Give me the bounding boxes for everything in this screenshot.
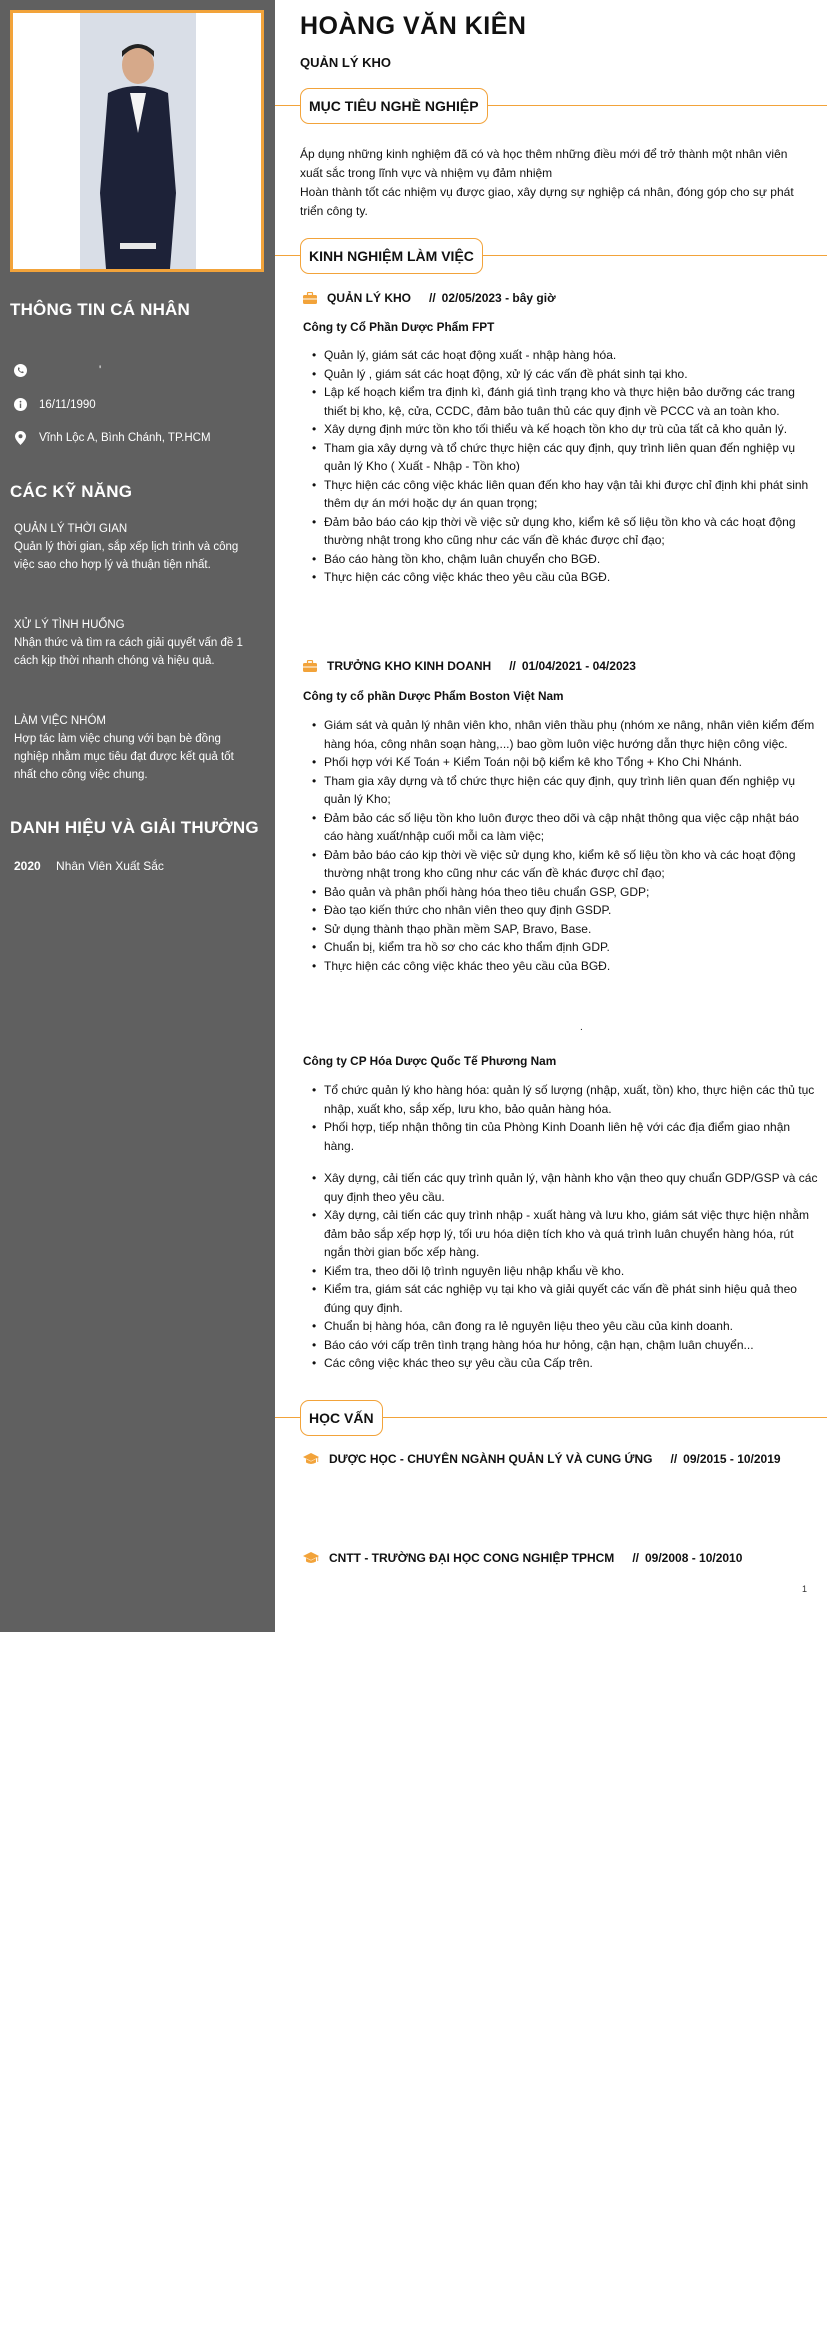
- duty-item: • Kiểm tra, giám sát các nghiệp vụ tại kho và giải quyết các vấn đề phát sinh hiệu quả theo đúng quy định.: [312, 1280, 820, 1317]
- skill-description: Nhận thức và tìm ra cách giải quyết vấn đề 1 cách kịp thời nhanh chóng và hiệu quả.: [14, 637, 243, 667]
- phone-icon: [14, 364, 27, 377]
- phone-row: [14, 364, 101, 377]
- education-period: 09/2008 - 10/2010: [644, 1551, 743, 1565]
- duty-item: • Xây dựng định mức tồn kho tối thiểu và kế hoạch tồn kho dự trù của tất cả kho quản lý.: [312, 420, 820, 439]
- skill-title: XỬ LÝ TÌNH HUỐNG: [14, 619, 125, 631]
- address-row: [14, 431, 211, 444]
- duty-item: • Tổ chức quản lý kho hàng hóa: quản lý số lượng (nhập, xuất, tồn) kho, thực hiện các thủ tục nhập, xuất kho, sắp xếp, lưu kho, bảo quản hàng hóa.: [312, 1081, 820, 1118]
- duty-list: [312, 346, 820, 587]
- sidebar: [0, 0, 275, 1632]
- job-header: [303, 659, 636, 673]
- candidate-role: QUẢN LÝ KHO: [300, 55, 391, 70]
- skill-title: QUẢN LÝ THỜI GIAN: [14, 523, 128, 535]
- job-position: QUẢN LÝ KHO: [327, 291, 411, 305]
- duty-item: • Chuẩn bị, kiểm tra hồ sơ cho các kho thẩm định GDP.: [312, 938, 820, 957]
- job-position: TRƯỞNG KHO KINH DOANH: [327, 659, 492, 673]
- duty-item: • Quản lý, giám sát các hoạt động xuất - nhập hàng hóa.: [312, 346, 820, 365]
- duty-item: • Đảm bảo các số liệu tồn kho luôn được theo dõi và cập nhật thông qua việc cập nhật báo cáo hàng xuất/nhập cuối mỗi ca làm việc;: [312, 809, 820, 846]
- marker-dot: .: [580, 1022, 583, 1033]
- award-item: [14, 859, 164, 873]
- personal-info-heading: THÔNG TIN CÁ NHÂN: [10, 300, 190, 319]
- graduation-cap-icon: [303, 1552, 319, 1564]
- candidate-name: HOÀNG VĂN KIÊN: [300, 12, 527, 40]
- location-pin-icon: [14, 431, 27, 444]
- duty-item: • Thực hiện các công việc khác theo yêu cầu của BGĐ.: [312, 957, 820, 976]
- education-heading: HỌC VẤN: [300, 1400, 383, 1436]
- duty-list: [312, 1169, 820, 1373]
- duty-item: • Tham gia xây dựng và tổ chức thực hiện các quy định, quy trình liên quan đến nghiệp vụ quản lý Kho;: [312, 772, 820, 809]
- education-period: 09/2015 - 10/2019: [683, 1452, 781, 1466]
- objective-line: Áp dụng những kinh nghiệm đã có và học thêm những điều mới để trở thành một nhân viên xuất sắc trong lĩnh vực và nhiệm vụ đảm nhiệm: [300, 147, 788, 180]
- award-name: Nhân Viên Xuất Sắc: [56, 859, 164, 873]
- duty-item: • Đảm bảo báo cáo kịp thời về việc sử dụng kho, kiểm kê số liệu tồn kho và các hoạt động thường nhật trong kho cũng như các vấn đề khác được chỉ đạo;: [312, 846, 820, 883]
- job-header: [303, 291, 556, 305]
- education-major: DƯỢC HỌC - CHUYÊN NGÀNH QUẢN LÝ VÀ CUNG ỨNG: [329, 1452, 653, 1466]
- skill-description: Quản lý thời gian, sắp xếp lịch trình và công việc sao cho hợp lý và thuận tiện nhất.: [14, 541, 239, 571]
- duty-item: • Các công việc khác theo sự yêu cầu của Cấp trên.: [312, 1354, 820, 1373]
- skills-heading: CÁC KỸ NĂNG: [10, 482, 133, 501]
- company-name: Công ty CP Hóa Dược Quốc Tế Phương Nam: [303, 1054, 557, 1068]
- info-icon: [14, 398, 27, 411]
- duty-item: • Quản lý , giám sát các hoạt động, xử lý các vấn đề phát sinh tại kho.: [312, 365, 820, 384]
- education-major: CNTT - TRƯỜNG ĐẠI HỌC CONG NGHIỆP TPHCM: [329, 1551, 615, 1565]
- profile-photo: [80, 13, 196, 269]
- duty-list: [312, 716, 820, 975]
- duty-item: • Thực hiện các công việc khác liên quan đến kho hay vận tải khi được chỉ định khi phát sinh thêm dự án mới hoặc dự án quan trọng;: [312, 476, 820, 513]
- job-period: 02/05/2023 - bây giờ: [441, 291, 556, 305]
- separator: //: [632, 1551, 639, 1565]
- briefcase-icon: [303, 660, 317, 672]
- duty-item: • Sử dụng thành thạo phần mềm SAP, Bravo, Base.: [312, 920, 820, 939]
- duty-item: • Xây dựng, cải tiến các quy trình nhập - xuất hàng và lưu kho, giám sát việc thực hiện nhằm đảm bảo sắp xếp hợp lý, tối ưu hóa diện tích kho và quá trình luân chuyển hàng hóa, rút ngắn thời gian bốc xếp hàng.: [312, 1206, 820, 1262]
- duty-item: • Phối hợp, tiếp nhận thông tin của Phòng Kinh Doanh liên hệ với các địa điểm giao nhận hàng.: [312, 1118, 820, 1155]
- company-name: Công ty Cổ Phần Dược Phẩm FPT: [303, 320, 495, 334]
- duty-item: • Giám sát và quản lý nhân viên kho, nhân viên thầu phụ (nhóm xe nâng, nhân viên kiểm đếm hàng hóa, công nhân soạn hàng,...) bao gồm luôn việc hướng dẫn thực hiện công việc.: [312, 716, 820, 753]
- duty-item: • Thực hiện các công việc khác theo yêu cầu của BGĐ.: [312, 568, 820, 587]
- dob-value: 16/11/1990: [39, 398, 96, 411]
- skill-item: [14, 616, 250, 670]
- duty-item: • Báo cáo với cấp trên tình trạng hàng hóa hư hỏng, cận hạn, chậm luân chuyển...: [312, 1336, 820, 1355]
- duty-item: • Xây dựng, cải tiến các quy trình quản lý, vận hành kho vận theo quy chuẩn GDP/GSP và các quy định theo yêu cầu.: [312, 1169, 820, 1206]
- objective-heading: MỤC TIÊU NGHỀ NGHIỆP: [300, 88, 488, 124]
- separator: //: [509, 659, 516, 673]
- phone-value: ': [99, 364, 102, 377]
- skill-title: LÀM VIỆC NHÓM: [14, 715, 107, 727]
- award-year: 2020: [14, 859, 41, 873]
- graduation-cap-icon: [303, 1453, 319, 1465]
- duty-item: • Đảm bảo báo cáo kịp thời về việc sử dụng kho, kiểm kê số liệu tồn kho và các hoạt động thường nhật trong kho cũng như các vấn đề khác được chỉ đạo;: [312, 513, 820, 550]
- duty-item: • Phối hợp với Kế Toán + Kiểm Toán nội bộ kiểm kê kho Tổng + Kho Chi Nhánh.: [312, 753, 820, 772]
- duty-item: • Báo cáo hàng tồn kho, chậm luân chuyển cho BGĐ.: [312, 550, 820, 569]
- experience-heading: KINH NGHIỆM LÀM VIỆC: [300, 238, 483, 274]
- profile-photo-frame: [10, 10, 264, 272]
- duty-item: • Lập kế hoạch kiểm tra định kì, đánh giá tình trạng kho và thực hiện bảo dưỡng các trang thiết bị kho, kệ, cửa, CCDC, đảm bảo tuân thủ các quy định về PCCC và an toàn kho.: [312, 383, 820, 420]
- duty-list: [312, 1081, 820, 1155]
- objective-text: [300, 145, 800, 221]
- education-item: [303, 1452, 781, 1466]
- awards-heading: DANH HIỆU VÀ GIẢI THƯỞNG: [10, 818, 259, 837]
- duty-item: • Kiểm tra, theo dõi lộ trình nguyên liệu nhập khẩu về kho.: [312, 1262, 820, 1281]
- separator: //: [670, 1452, 678, 1466]
- duty-item: • Tham gia xây dựng và tổ chức thực hiện các quy định, quy trình liên quan đến nghiệp vụ quản lý Kho ( Xuất - Nhập - Tồn kho): [312, 439, 820, 476]
- page-number: 1: [802, 1584, 808, 1594]
- skill-item: [14, 712, 250, 784]
- duty-item: • Bảo quản và phân phối hàng hóa theo tiêu chuẩn GSP, GDP;: [312, 883, 820, 902]
- duty-item: • Chuẩn bị hàng hóa, cân đong ra lẻ nguyên liệu theo yêu cầu của kinh doanh.: [312, 1317, 820, 1336]
- skill-item: [14, 520, 250, 574]
- education-item: [303, 1551, 742, 1565]
- job-period: 01/04/2021 - 04/2023: [521, 659, 636, 673]
- objective-line: Hoàn thành tốt các nhiệm vụ được giao, xây dựng sự nghiệp cá nhân, đóng góp cho sự phát triển công ty.: [300, 185, 794, 218]
- skill-description: Hợp tác làm việc chung với bạn bè đồng nghiệp nhằm mục tiêu đạt được kết quả tốt nhất cho công việc chung.: [14, 733, 234, 781]
- dob-row: [14, 398, 96, 411]
- briefcase-icon: [303, 292, 317, 304]
- company-name: Công ty cổ phần Dược Phẩm Boston Việt Nam: [303, 689, 564, 703]
- address-value: Vĩnh Lộc A, Bình Chánh, TP.HCM: [39, 431, 211, 444]
- duty-item: • Đào tạo kiến thức cho nhân viên theo quy định GSDP.: [312, 901, 820, 920]
- separator: //: [429, 291, 436, 305]
